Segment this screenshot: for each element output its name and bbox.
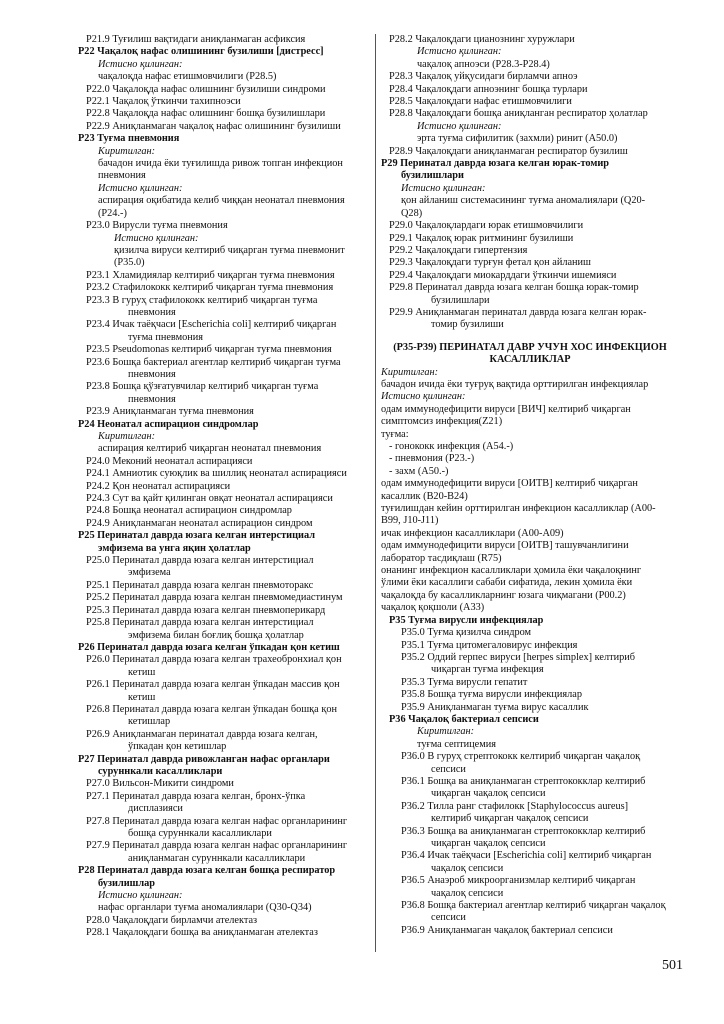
section-heading-line: P22 Чақалоқ нафас олишининг бузилиши [дистресс] bbox=[78, 46, 324, 58]
text-line: чиқарган туғма инфекция bbox=[431, 664, 544, 676]
column-divider bbox=[375, 34, 376, 952]
text-line: P24.3 Сут ва қайт қилинган овқат неонатал аспирацияси bbox=[86, 493, 333, 505]
text-line: одам иммунодефицити вируси [ВИЧ] келтириб чиқарган bbox=[381, 403, 631, 415]
text-line: P23.4 Ичак таёқчаси [Escherichia coli] келтириб чиқарган bbox=[86, 319, 337, 331]
text-line: касаллик (B20-B24) bbox=[381, 490, 468, 502]
text-line: P36.4 Ичак таёқчаси [Escherichia coli] келтириб чиқарган bbox=[401, 850, 652, 862]
section-heading-line: P27 Перинатал даврда ривожланган нафас органлари bbox=[78, 753, 330, 765]
text-line: аниқланмаган суруннкали касалликлари bbox=[128, 852, 306, 864]
text-line: - захм (A50.-) bbox=[389, 465, 449, 477]
text-line: P28.1 Чақалоқдаги бошқа ва аниқланмаган ателектаз bbox=[86, 927, 318, 939]
text-line: туғилишдан кейин орттирилган инфекцион касалликлар (A00- bbox=[381, 503, 656, 515]
section-heading-line: P29 Перинатал даврда юзага келган юрак-томир bbox=[381, 158, 609, 170]
text-line: P27.0 Вильсон-Микити синдроми bbox=[86, 778, 234, 790]
text-line: чақалоқ сепсиси bbox=[431, 887, 504, 899]
text-line: чақалоқ сепсиси bbox=[431, 862, 504, 874]
text-line: кетиш bbox=[128, 691, 156, 703]
section-heading-line: суруннкали касалликлари bbox=[98, 765, 223, 777]
text-line: P25.8 Перинатал даврда юзага келган интерстициал bbox=[86, 617, 314, 629]
text-line: аспирация оқибатида келиб чиққан неонатал пневмония bbox=[98, 195, 345, 207]
text-line: P26.8 Перинатал даврда юзага келган ўпкадан бошқа қон bbox=[86, 703, 337, 715]
text-line: P29.1 Чақалоқ юрак ритмининг бузилиши bbox=[389, 232, 574, 244]
text-line: P23.6 Бошқа бактериал агентлар келтириб чиқарган туғма bbox=[86, 356, 341, 368]
text-line: B99, J10-J11) bbox=[381, 515, 439, 527]
text-line: бачадон ичида ёки туғруқ вақтида орттирилган инфекциялар bbox=[381, 378, 649, 390]
text-line: лаборатор тасдиқлаш (R75) bbox=[381, 552, 502, 564]
text-line: кетиш bbox=[128, 666, 156, 678]
text-line: туғма: bbox=[381, 428, 409, 440]
text-line: P28.9 Чақалоқдаги аниқланмаган респиратор бузилиш bbox=[389, 145, 628, 157]
text-line: P35.0 Туғма қизилча синдром bbox=[401, 627, 532, 639]
section-heading-line: P26 Перинатал даврда юзага келган ўпкадан қон кетиш bbox=[78, 641, 340, 653]
text-line: P27.8 Перинатал даврда юзага келган нафас органларининг bbox=[86, 815, 348, 827]
text-line: Киритилган: bbox=[98, 431, 156, 442]
text-line: P27.1 Перинатал даврда юзага келган, бронх-ўпка bbox=[86, 790, 306, 802]
text-line: P26.0 Перинатал даврда юзага келган трахеобронхиал қон bbox=[86, 654, 342, 666]
text-line: аспирация келтириб чиқарган неонатал пневмония bbox=[98, 443, 322, 455]
text-line: пневмония bbox=[98, 170, 146, 182]
text-line: ичак инфекцион касалликлари (A00-A09) bbox=[381, 527, 564, 539]
text-line: чиқарган чақалоқ сепсиси bbox=[431, 838, 546, 849]
text-line: P26.9 Аниқланмаган перинатал даврда юзага келган, bbox=[86, 728, 318, 740]
text-line: симптомсиз инфекция(Z21) bbox=[381, 416, 503, 428]
text-line: P35.3 Туғма вирусли гепатит bbox=[401, 676, 528, 688]
text-line: P29.4 Чақалоқдаги миокарддаги ўткинчи ишемияси bbox=[389, 269, 617, 281]
text-line: P28.4 Чақалоқдаги апноэнинг бошқа турлари bbox=[389, 83, 588, 95]
text-line: P35.1 Туғма цитомегаловирус инфекция bbox=[401, 639, 578, 651]
text-line: Истисно қилинган: bbox=[98, 58, 183, 70]
text-line: P22.0 Чақалоқда нафас олишнинг бузилиши синдроми bbox=[86, 83, 326, 95]
text-line: P24.2 Қон неонатал аспирацияси bbox=[86, 480, 231, 492]
text-line: чақалоқ апноэси (P28.3-P28.4) bbox=[417, 58, 550, 70]
text-line: бузилишлари bbox=[431, 294, 490, 306]
text-line: P36.9 Аниқланмаган чақалоқ бактериал сепсиси bbox=[401, 924, 613, 936]
text-line: P29.2 Чақалоқдаги гипертензия bbox=[389, 244, 528, 256]
text-line: қизилча вируси келтириб чиқарган туғма пневмонит bbox=[114, 244, 345, 256]
text-line: P29.8 Перинатал даврда юзага келган бошқа юрак-томир bbox=[389, 282, 639, 294]
text-line: P23.3 В гуруҳ стафилококк келтириб чиқарган туғма bbox=[86, 294, 318, 306]
text-line: P28.0 Чақалоқдаги бирламчи ателектаз bbox=[86, 914, 258, 926]
text-line: P23.8 Бошқа қўзғатувчилар келтириб чиқарган туғма bbox=[86, 381, 319, 393]
text-line: эмфизема билан боғлиқ бошқа ҳолатлар bbox=[128, 629, 304, 641]
text-line: Киритилган: bbox=[98, 145, 156, 157]
text-line bbox=[381, 332, 679, 342]
text-line: P25.1 Перинатал даврда юзага келган пневмоторакс bbox=[86, 579, 314, 591]
text-line: - гонококк инфекция (A54.-) bbox=[389, 441, 514, 452]
text-line: туғма пневмония bbox=[128, 331, 204, 343]
text-line: Киритилган: bbox=[417, 726, 475, 738]
text-line: P23.0 Вирусли туғма пневмония bbox=[86, 220, 228, 232]
text-line: P23.5 Pseudomonas келтириб чиқарган туғма пневмония bbox=[86, 344, 332, 356]
text-line: Истисно қилинган: bbox=[401, 182, 486, 194]
text-line: пневмония bbox=[128, 368, 176, 380]
text-line: P36.1 Бошқа ва аниқланмаган стрептококклар келтириб bbox=[401, 775, 646, 787]
text-line: туғма септицемия bbox=[417, 738, 496, 750]
section-heading-line: бузилишлари bbox=[401, 170, 464, 182]
text-line: P35.9 Аниқланмаган туғма вирус касаллик bbox=[401, 701, 589, 713]
text-line: P27.9 Перинатал даврда юзага келган нафас органларининг bbox=[86, 840, 348, 852]
text-line: одам иммунодефицити вируси [ОИТВ] ташувчанлигини bbox=[381, 540, 629, 552]
section-heading-line: P35 Туғма вирусли инфекциялар bbox=[389, 614, 544, 626]
right-column bbox=[381, 34, 679, 937]
text-line: P28.8 Чақалоқдаги бошқа аниқланган респиратор ҳолатлар bbox=[389, 108, 648, 120]
text-line: P22.1 Чақалоқ ўткинчи тахипноэси bbox=[86, 96, 241, 108]
text-line: Истисно қилинган: bbox=[417, 46, 502, 58]
text-line: P26.1 Перинатал даврда юзага келган ўпкадан массив қон bbox=[86, 679, 340, 691]
section-heading-line: P23 Туғма пневмония bbox=[78, 133, 180, 145]
text-line: P23.1 Хламидиялар келтириб чиқарган туғма пневмония bbox=[86, 269, 335, 281]
text-line: P29.0 Чақалоқлардаги юрак етишмовчилиги bbox=[389, 220, 584, 232]
text-line: P35.2 Оддий герпес вируси [herpes simplex] келтириб bbox=[401, 651, 636, 663]
text-line: P36.8 Бошқа бактериал агентлар келтириб чиқарган чақалоқ bbox=[401, 900, 666, 912]
text-line: P25.2 Перинатал даврда юзага келган пневмомедиастинум bbox=[86, 592, 343, 604]
text-line: Киритилган: bbox=[381, 366, 439, 378]
text-line: дисплазияси bbox=[128, 803, 183, 815]
text-line: сепсиси bbox=[431, 912, 466, 924]
section-heading-line: (P35-P39) ПЕРИНАТАЛ ДАВР УЧУН ХОС ИНФЕКЦИОН bbox=[393, 341, 667, 353]
section-heading-line: P25 Перинатал даврда юзага келган интерстициал bbox=[78, 530, 315, 542]
text-line: P35.8 Бошқа туғма вирусли инфекциялар bbox=[401, 689, 582, 701]
text-line: P25.3 Перинатал даврда юзага келган пневмоперикард bbox=[86, 604, 326, 616]
text-line: қон айланиш системасининг туғма аномалиялари (Q20- bbox=[401, 195, 646, 207]
text-line: Истисно қилинган: bbox=[417, 120, 502, 132]
text-line: P25.0 Перинатал даврда юзага келган интерстициал bbox=[86, 555, 314, 567]
text-line: бошқа суруннкали касалликлари bbox=[128, 828, 272, 839]
text-line: томир бузилиши bbox=[431, 319, 504, 331]
text-line: пневмония bbox=[128, 393, 176, 405]
text-line: кетишлар bbox=[128, 716, 171, 728]
text-line: келтириб чиқарган чақалоқ сепсиси bbox=[431, 813, 589, 825]
text-line: одам иммунодефицити вируси [ОИТВ] келтириб чиқарган bbox=[381, 478, 638, 490]
text-line: Истисно қилинган: bbox=[114, 232, 199, 244]
text-line: Истисно қилинган: bbox=[381, 391, 466, 403]
text-line: чақалоқ қоқшоли (A33) bbox=[381, 602, 485, 614]
text-line: P24.9 Аниқланмаган неонатал аспирацион синдром bbox=[86, 517, 313, 529]
text-line: нафас органлари туғма аномалиялари (Q30-Q34) bbox=[98, 902, 312, 914]
text-line: пневмония bbox=[128, 306, 176, 318]
text-line: эмфизема bbox=[128, 567, 171, 579]
section-heading-line: бузилишлар bbox=[98, 877, 156, 889]
text-line: P28.2 Чақалоқдаги цианознинг хуружлари bbox=[389, 34, 575, 45]
section-heading-line: P24 Неонатал аспирацион синдромлар bbox=[78, 418, 259, 430]
section-heading-line: P36 Чақалоқ бактериал сепсиси bbox=[389, 713, 539, 725]
text-line: Истисно қилинган: bbox=[98, 890, 183, 902]
text-line: P22.8 Чақалоқда нафас олишнинг бошқа бузилишлари bbox=[86, 108, 326, 120]
text-line: P24.8 Бошқа неонатал аспирацион синдромлар bbox=[86, 505, 292, 517]
text-line: сепсиси bbox=[431, 763, 466, 775]
page-number: 501 bbox=[662, 958, 683, 973]
text-line: (P35.0) bbox=[114, 257, 145, 269]
section-heading-line: КАСАЛЛИКЛАР bbox=[489, 354, 571, 366]
text-line: P24.0 Меконий неонатал аспирацияси bbox=[86, 455, 253, 467]
text-line: P36.0 В гуруҳ стрептококк келтириб чиқарган чақалоқ bbox=[401, 751, 641, 763]
section-heading-line: эмфизема ва унга яқин ҳолатлар bbox=[98, 542, 251, 554]
text-line: бачадон ичида ёки туғилишда ривож топган инфекцион bbox=[98, 158, 343, 170]
text-line: (P24.-) bbox=[98, 207, 127, 219]
text-line: чақалоқда бу касалликларнинг юзага чиқмагани (P00.2) bbox=[381, 589, 626, 601]
text-line: P23.2 Стафилококк келтириб чиқарган туғма пневмония bbox=[86, 282, 334, 294]
text-line: P36.5 Анаэроб микроорганизмлар келтириб чиқарган bbox=[401, 875, 636, 887]
text-line: P36.3 Бошқа ва аниқланмаган стрептококклар келтириб bbox=[401, 825, 646, 837]
text-line: P29.9 Аниқланмаган перинатал даврда юзага келган юрак- bbox=[389, 306, 647, 318]
text-line: P24.1 Амниотик суюқлик ва шиллиқ неонатал аспирацияси bbox=[86, 468, 347, 480]
text-line: P28.3 Чақалоқ уйқусидаги бирламчи апноэ bbox=[389, 71, 578, 83]
text-line: эрта туғма сифилитик (захмли) ринит (A50.0) bbox=[417, 133, 618, 145]
text-line: чақалоқда нафас етишмовчилиги (P28.5) bbox=[98, 71, 277, 83]
text-line: онанинг инфекцион касалликлари ҳомила ёки чақалоқнинг bbox=[381, 565, 642, 577]
text-line: ўпкадан қон кетишлар bbox=[128, 741, 227, 753]
text-line: P28.5 Чақалоқдаги нафас етишмовчилиги bbox=[389, 96, 572, 108]
left-column bbox=[78, 34, 370, 940]
text-line: ўлими ёки касаллиги сабаби сифатида, лекин ҳомила ёки bbox=[381, 577, 633, 589]
text-line: P23.9 Аниқланмаган туғма пневмония bbox=[86, 406, 254, 418]
section-heading-line: P28 Перинатал даврда юзага келган бошқа респиратор bbox=[78, 865, 336, 877]
text-line: P36.2 Тилла ранг стафилокк [Staphylococcus aureus] bbox=[401, 800, 629, 812]
text-line: P29.3 Чақалоқдаги турғун фетал қон айланиш bbox=[389, 257, 591, 269]
text-line: P21.9 Туғилиш вақтидаги аниқланмаган асфиксия bbox=[86, 34, 306, 45]
text-line: Истисно қилинган: bbox=[98, 182, 183, 194]
text-line: Q28) bbox=[401, 207, 423, 219]
text-line: - пневмония (P23.-) bbox=[389, 453, 475, 465]
text-line: чиқарган чақалоқ сепсиси bbox=[431, 788, 546, 800]
text-line: P22.9 Аниқланмаган чақалоқ нафас олишининг бузилиши bbox=[86, 120, 341, 132]
